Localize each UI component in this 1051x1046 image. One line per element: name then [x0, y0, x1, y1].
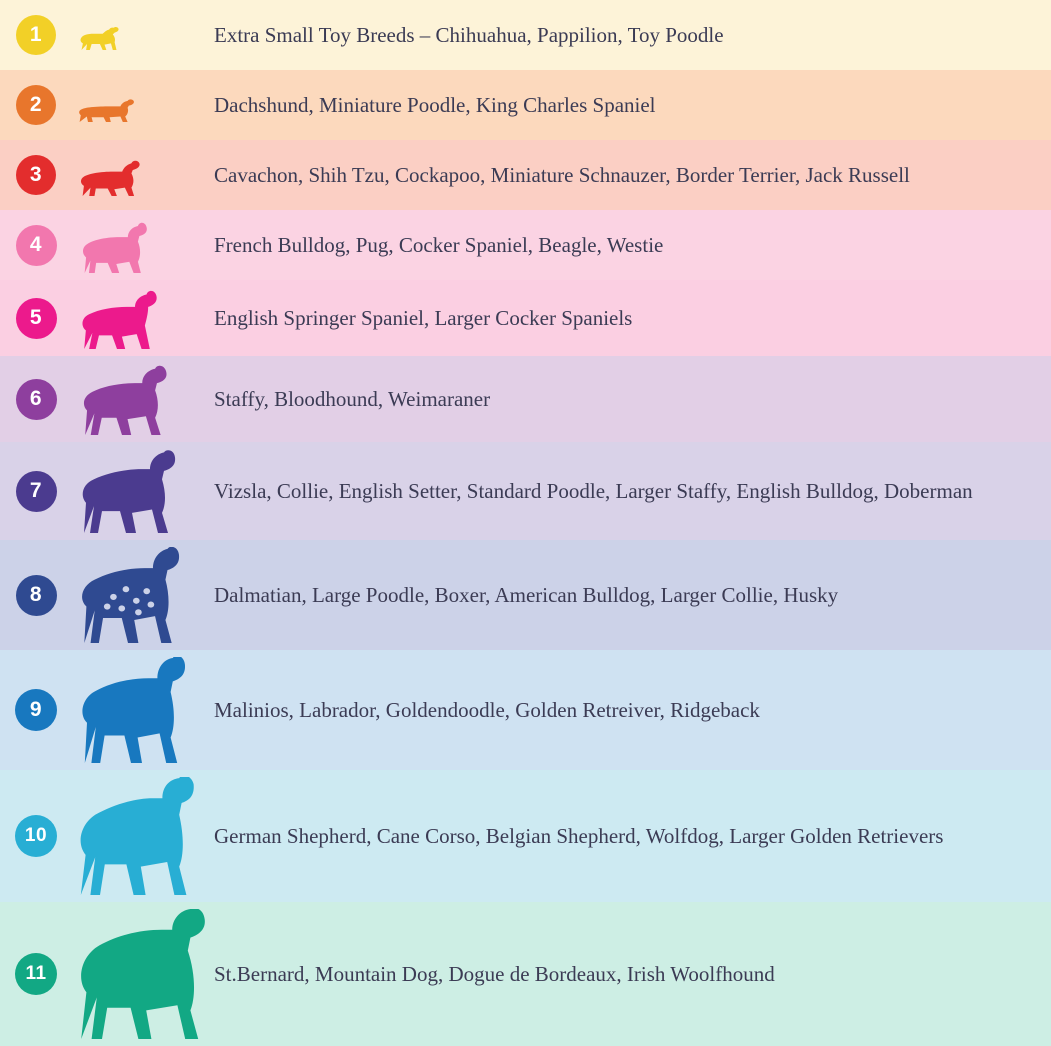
- spaniel-icon: [76, 287, 158, 349]
- breed-list-text: Cavachon, Shih Tzu, Cockapoo, Miniature Schnauzer, Border Terrier, Jack Russell: [214, 163, 910, 187]
- dalmatian-icon: [76, 547, 180, 643]
- dog-silhouette-cell: [72, 770, 212, 902]
- row-number-badge: 8: [16, 575, 57, 616]
- chart-row: [0, 540, 1051, 650]
- chart-row: [0, 210, 1051, 280]
- row-number-cell: [0, 815, 72, 857]
- chart-row: [0, 0, 1051, 70]
- row-number-cell: [0, 85, 72, 125]
- chart-row: [0, 650, 1051, 770]
- breed-list-text: Staffy, Bloodhound, Weimaraner: [214, 387, 491, 411]
- row-number-cell: [0, 953, 72, 995]
- breed-list-cell: [212, 232, 1051, 258]
- row-number-cell: [0, 155, 72, 195]
- dog-silhouette-cell: [72, 210, 212, 280]
- chart-row: [0, 770, 1051, 902]
- row-number-cell: [0, 471, 72, 512]
- breed-list-cell: [212, 961, 1051, 987]
- chart-row: [0, 356, 1051, 442]
- vizsla-icon: [76, 449, 176, 533]
- chart-row: [0, 140, 1051, 210]
- row-number-badge: 6: [16, 379, 57, 420]
- breed-list-cell: [212, 92, 1051, 118]
- row-number-badge: 1: [16, 15, 56, 55]
- breed-list-text: Malinios, Labrador, Goldendoodle, Golden Retreiver, Ridgeback: [214, 698, 760, 722]
- toy-dog-icon: [76, 20, 122, 50]
- breed-list-cell: [212, 823, 1051, 849]
- dog-silhouette-cell: [72, 442, 212, 540]
- breed-list-text: French Bulldog, Pug, Cocker Spaniel, Beagle, Westie: [214, 233, 664, 257]
- chart-row: [0, 902, 1051, 1046]
- terrier-icon: [76, 154, 142, 196]
- breed-list-cell: [212, 162, 1051, 188]
- german-shepherd-icon: [76, 777, 196, 895]
- breed-list-cell: [212, 22, 1051, 48]
- dog-silhouette-cell: [72, 0, 212, 70]
- row-number-cell: [0, 225, 72, 266]
- row-number-cell: [0, 379, 72, 420]
- row-number-badge: 10: [15, 815, 57, 857]
- breed-list-text: St.Bernard, Mountain Dog, Dogue de Bordeaux, Irish Woolfhound: [214, 962, 775, 986]
- breed-list-text: Vizsla, Collie, English Setter, Standard Poodle, Larger Staffy, English Bulldog, Doberman: [214, 479, 973, 503]
- breed-list-cell: [212, 305, 1051, 331]
- dog-silhouette-cell: [72, 540, 212, 650]
- breed-list-cell: [212, 697, 1051, 723]
- bulldog-icon: [76, 217, 148, 273]
- breed-list-text: English Springer Spaniel, Larger Cocker Spaniels: [214, 306, 633, 330]
- dog-silhouette-cell: [72, 70, 212, 140]
- breed-list-text: Extra Small Toy Breeds – Chihuahua, Pappilion, Toy Poodle: [214, 23, 724, 47]
- chart-row: [0, 442, 1051, 540]
- breed-list-cell: [212, 478, 1051, 504]
- dog-silhouette-cell: [72, 356, 212, 442]
- dog-silhouette-cell: [72, 280, 212, 356]
- dachshund-icon: [76, 88, 136, 122]
- row-number-badge: 11: [15, 953, 57, 995]
- row-number-cell: [0, 575, 72, 616]
- row-number-badge: 7: [16, 471, 57, 512]
- row-number-cell: [0, 689, 72, 731]
- row-number-cell: [0, 15, 72, 55]
- breed-list-cell: [212, 386, 1051, 412]
- row-number-cell: [0, 298, 72, 339]
- row-number-badge: 9: [15, 689, 57, 731]
- row-number-badge: 2: [16, 85, 56, 125]
- row-number-badge: 3: [16, 155, 56, 195]
- dog-silhouette-cell: [72, 902, 212, 1046]
- breed-list-text: Dalmatian, Large Poodle, Boxer, American Bulldog, Larger Collie, Husky: [214, 583, 839, 607]
- breed-list-text: German Shepherd, Cane Corso, Belgian Shepherd, Wolfdog, Larger Golden Retrievers: [214, 824, 944, 848]
- row-number-badge: 5: [16, 298, 57, 339]
- st-bernard-icon: [76, 909, 206, 1039]
- chart-row: [0, 280, 1051, 356]
- row-number-badge: 4: [16, 225, 57, 266]
- staffy-icon: [76, 363, 168, 435]
- breed-list-cell: [212, 582, 1051, 608]
- dog-silhouette-cell: [72, 650, 212, 770]
- chart-row: [0, 70, 1051, 140]
- labrador-icon: [76, 657, 186, 763]
- dog-silhouette-cell: [72, 140, 212, 210]
- breed-list-text: Dachshund, Miniature Poodle, King Charles Spaniel: [214, 93, 656, 117]
